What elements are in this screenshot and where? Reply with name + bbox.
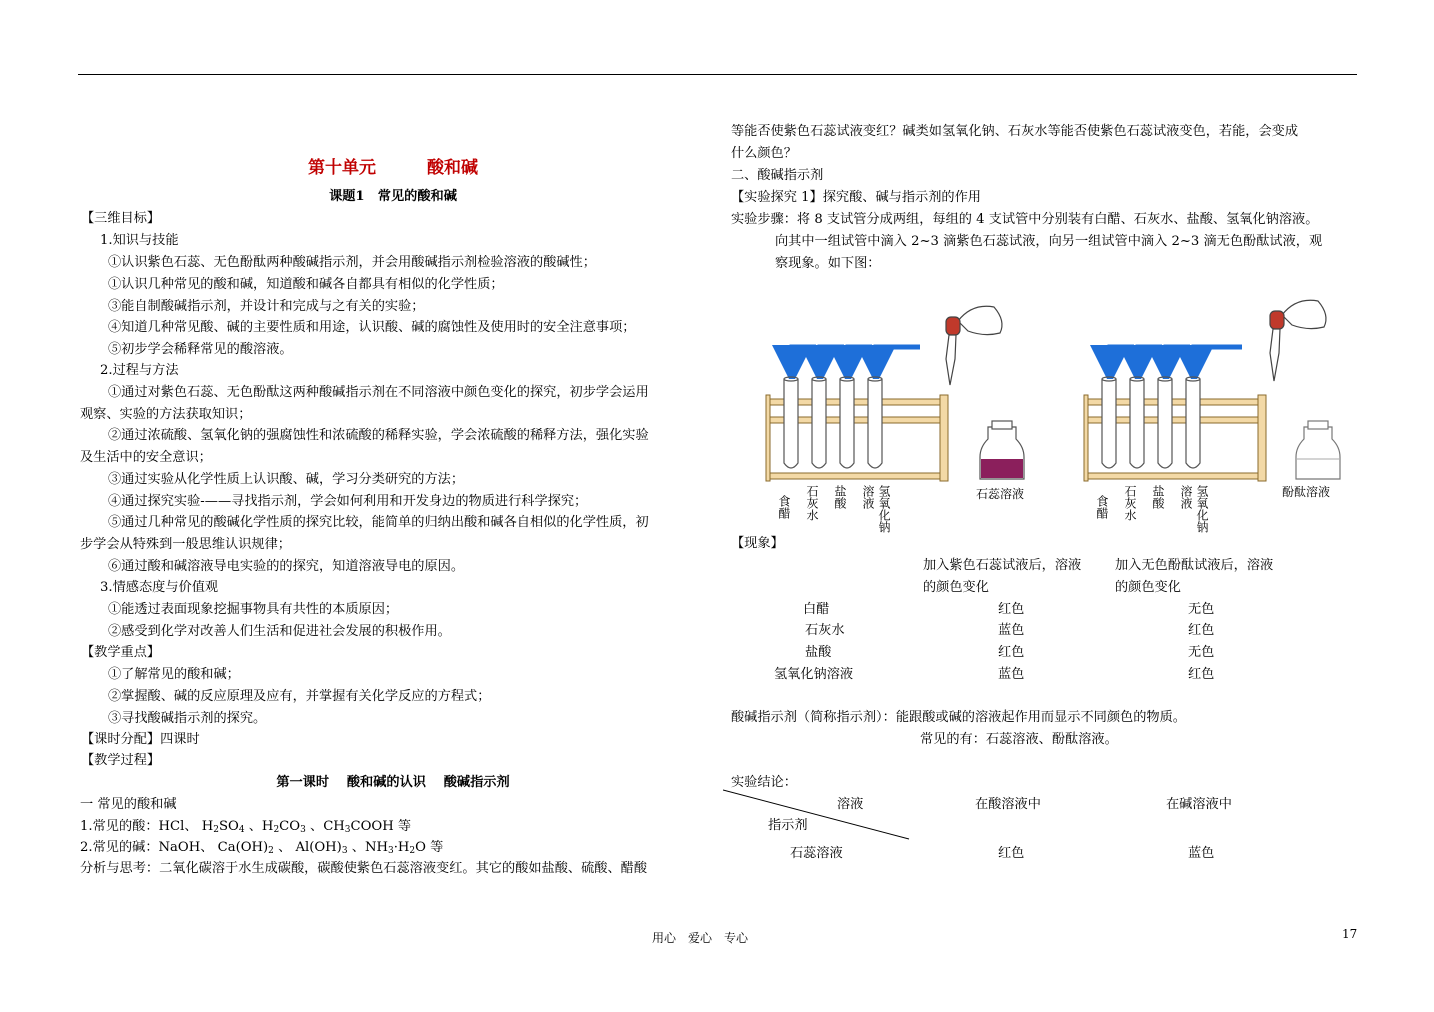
experiment-step: 实验步骤：将 8 支试管分成两组，每组的 4 支试管中分别装有白醋、石灰水、盐酸、氢氧化钠溶液。 — [731, 212, 1319, 227]
tube-label: 盐酸 — [1151, 485, 1165, 509]
experiment-illustration — [762, 295, 1342, 540]
phenomenon-heading: 【现象】 — [731, 536, 784, 551]
tube-label: 溶液 — [1179, 485, 1193, 509]
section-heading: 二、酸碱指示剂 — [731, 168, 824, 183]
table-cell: 白醋 — [803, 602, 830, 617]
table-cell: 氢氧化钠溶液 — [774, 667, 854, 682]
unit-title: 第十单元 酸和碱 — [308, 158, 478, 178]
table-cell: 蓝色 — [998, 667, 1025, 682]
table-cell: 红色 — [1188, 623, 1215, 638]
diagonal-header-line — [723, 788, 923, 844]
bottle-label: 酚酞溶液 — [1282, 485, 1331, 499]
table-cell: 盐酸 — [805, 645, 832, 660]
key-point: ①了解常见的酸和碱； — [108, 667, 240, 682]
tube-label: 石灰水 — [805, 485, 819, 521]
table-header: 的颜色变化 — [923, 580, 989, 595]
goal-item: ①能透过表面现象挖掘事物具有共性的本质原因； — [108, 602, 399, 617]
right-tube-rack — [1084, 300, 1340, 481]
table-header: 加入紫色石蕊试液后，溶液 — [923, 558, 1082, 573]
table-header: 加入无色酚酞试液后，溶液 — [1115, 558, 1274, 573]
tube-label: 食醋 — [777, 495, 791, 519]
goal-item: ③能自制酸碱指示剂，并设计和完成与之有关的实验； — [108, 299, 425, 314]
table-cell: 蓝色 — [1188, 846, 1215, 861]
experiment-title: 【实验探究 1】探究酸、碱与指示剂的作用 — [731, 190, 981, 205]
tube-label: 盐酸 — [833, 485, 847, 509]
goal-item: ③通过实验从化学性质上认识酸、碱，学习分类研究的方法； — [108, 472, 465, 487]
common-bases: 2.常见的碱：NaOH、 $Ca(OH)_2$ 、 $Al(OH)_3$ 、$NH_3\cdot H_2O$ 等 — [80, 840, 444, 856]
bottle-label: 石蕊溶液 — [976, 487, 1025, 501]
goal-item: ①认识紫色石蕊、无色酚酞两种酸碱指示剂，并会用酸碱指示剂检验溶液的酸碱性； — [108, 255, 596, 270]
paragraph-line: 等能否使紫色石蕊试液变红？碱类如氢氧化钠、石灰水等能否使紫色石蕊试液变色，若能，会变成 — [731, 124, 1299, 139]
common-acids: 1.常见的酸：HCl、 $H_2SO_4$ 、$H_2CO_3$ 、$CH_3COOH$ 等 — [80, 819, 412, 835]
goal-item: 及生活中的安全意识； — [80, 450, 212, 465]
goal-item: ⑤初步学会稀释常见的酸溶液。 — [108, 342, 293, 357]
paragraph-line: 什么颜色？ — [731, 146, 797, 161]
lesson-title: 课题1 常见的酸和碱 — [329, 189, 457, 204]
heading-goals: 【三维目标】 — [81, 211, 161, 226]
goal-heading: 2.过程与方法 — [100, 363, 179, 378]
goal-heading: 3.情感态度与价值观 — [100, 580, 219, 595]
goal-heading: 1.知识与技能 — [100, 233, 179, 248]
section-heading: 一 常见的酸和碱 — [80, 797, 177, 812]
goal-item: ④通过探究实验-——寻找指示剂，学会如何利用和开发身边的物质进行科学探究； — [108, 494, 588, 509]
experiment-step: 向其中一组试管中滴入 2~3 滴紫色石蕊试液，向另一组试管中滴入 2~3 滴无色酚酞试液，观 — [775, 234, 1323, 249]
table-cell: 红色 — [998, 846, 1025, 861]
table-cell: 红色 — [1188, 667, 1215, 682]
col-header: 在碱溶液中 — [1166, 797, 1232, 812]
experiment-figure — [762, 295, 1342, 540]
table-cell: 石灰水 — [805, 623, 845, 638]
goal-item: ②感受到化学对改善人们生活和促进社会发展的积极作用。 — [108, 624, 451, 639]
corner-label-indicator: 指示剂 — [768, 818, 808, 833]
table-cell: 红色 — [998, 602, 1025, 617]
tube-label: 石灰水 — [1123, 485, 1137, 521]
goal-item: 观察、实验的方法获取知识； — [80, 407, 252, 422]
goal-item: ②通过浓硫酸、氢氧化钠的强腐蚀性和浓硫酸的稀释实验，学会浓硫酸的稀释方法，强化实验 — [108, 428, 649, 443]
goal-item: ①通过对紫色石蕊、无色酚酞这两种酸碱指示剂在不同溶液中颜色变化的探究，初步学会运用 — [108, 385, 649, 400]
table-header: 的颜色变化 — [1115, 580, 1181, 595]
litmus-bottle — [980, 421, 1024, 479]
analysis-text: 分析与思考：二氧化碳溶于水生成碳酸，碳酸使紫色石蕊溶液变红。其它的酸如盐酸、硫酸、醋酸 — [80, 861, 648, 876]
col-header: 在酸溶液中 — [975, 797, 1041, 812]
phenolphthalein-bottle — [1296, 421, 1340, 479]
experiment-step: 察现象。如下图： — [775, 256, 881, 271]
goal-item: ①认识几种常见的酸和碱，知道酸和碱各自都具有相似的化学性质； — [108, 277, 504, 292]
conclusion-heading: 实验结论： — [731, 775, 797, 790]
left-tube-rack — [766, 306, 1024, 481]
tube-label: 氢氧化钠 — [877, 485, 891, 533]
heading-key-points: 【教学重点】 — [81, 645, 161, 660]
heading-process: 【教学过程】 — [81, 753, 161, 768]
common-indicators: 常见的有：石蕊溶液、酚酞溶液。 — [920, 732, 1118, 747]
key-point: ③寻找酸碱指示剂的探究。 — [108, 711, 267, 726]
period-title: 第一课时 酸和碱的认识 酸碱指示剂 — [276, 775, 510, 790]
goal-item: 步学会从特殊到一般思维认识规律； — [80, 537, 291, 552]
page-number: 17 — [1342, 927, 1358, 941]
tube-label: 食醋 — [1095, 495, 1109, 519]
corner-label-solution: 溶液 — [837, 797, 864, 812]
table-cell: 蓝色 — [998, 623, 1025, 638]
table-cell: 无色 — [1188, 645, 1215, 660]
row-label: 石蕊溶液 — [790, 846, 843, 861]
goal-item: ⑤通过几种常见的酸碱化学性质的探究比较，能简单的归纳出酸和碱各自相似的化学性质，初 — [108, 515, 649, 530]
tube-label: 溶液 — [861, 485, 875, 509]
footer-motto: 用心 爱心 专心 — [652, 931, 749, 945]
goal-item: ④知道几种常见酸、碱的主要性质和用途，认识酸、碱的腐蚀性及使用时的安全注意事项； — [108, 320, 636, 335]
left-column — [78, 0, 708, 1012]
table-cell: 红色 — [998, 645, 1025, 660]
tube-label: 氢氧化钠 — [1195, 485, 1209, 533]
heading-periods: 【课时分配】四课时 — [81, 732, 200, 747]
goal-item: ⑥通过酸和碱溶液导电实验的的探究，知道溶液导电的原因。 — [108, 559, 465, 574]
table-cell: 无色 — [1188, 602, 1215, 617]
key-point: ②掌握酸、碱的反应原理及应有，并掌握有关化学反应的方程式； — [108, 689, 491, 704]
definition-text: 酸碱指示剂（简称指示剂）：能跟酸或碱的溶液起作用而显示不同颜色的物质。 — [731, 710, 1186, 725]
